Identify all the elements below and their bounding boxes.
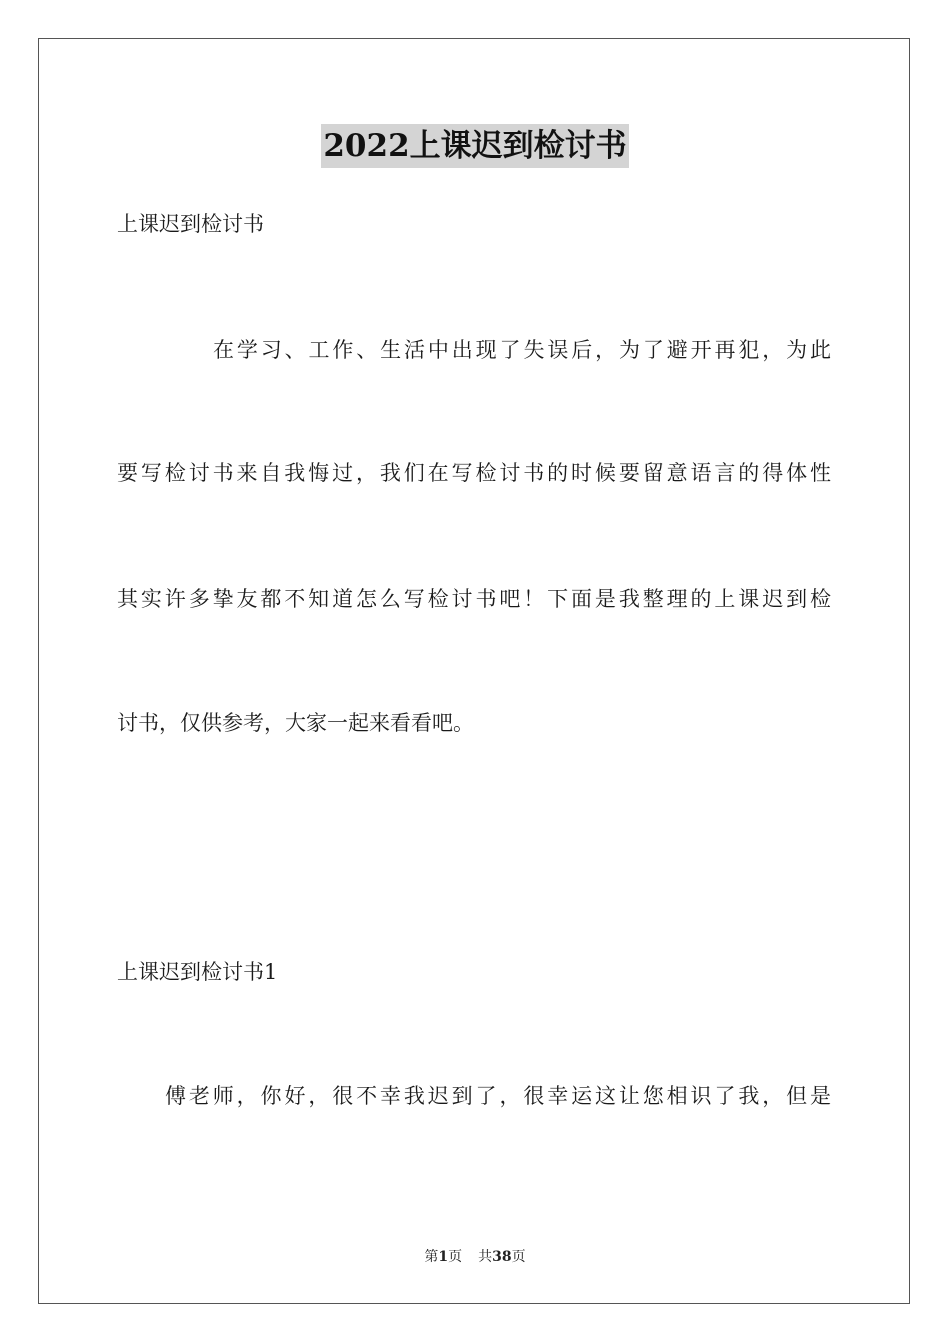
document-title: 2022上课迟到检讨书: [321, 124, 628, 168]
section-heading: 上课迟到检讨书1: [117, 960, 278, 984]
intro-line-1: 在学习、工作、生活中出现了失误后，为了避开再犯，为此: [213, 338, 831, 362]
footer-total-pages: 38: [492, 1249, 512, 1265]
intro-line-3: 其实许多挚友都不知道怎么写检讨书吧！下面是我整理的上课迟到检: [117, 587, 831, 611]
intro-line-2: 要写检讨书来自我悔过，我们在写检讨书的时候要留意语言的得体性: [117, 461, 831, 485]
page-footer: [0, 1248, 950, 1266]
footer-total-prefix: 共: [478, 1249, 493, 1265]
footer-total-suffix: 页: [511, 1249, 526, 1265]
footer-page-prefix: 第: [424, 1249, 439, 1265]
body-line-1: 傅老师，你好，很不幸我迟到了，很幸运这让您相识了我，但是: [165, 1084, 831, 1108]
intro-line-4: 讨书，仅供参考，大家一起来看看吧。: [117, 711, 474, 735]
footer-page-number: 1: [438, 1249, 449, 1265]
footer-page-suffix: 页: [448, 1249, 463, 1265]
title-container: [0, 124, 950, 168]
document-subtitle: 上课迟到检讨书: [117, 212, 264, 236]
